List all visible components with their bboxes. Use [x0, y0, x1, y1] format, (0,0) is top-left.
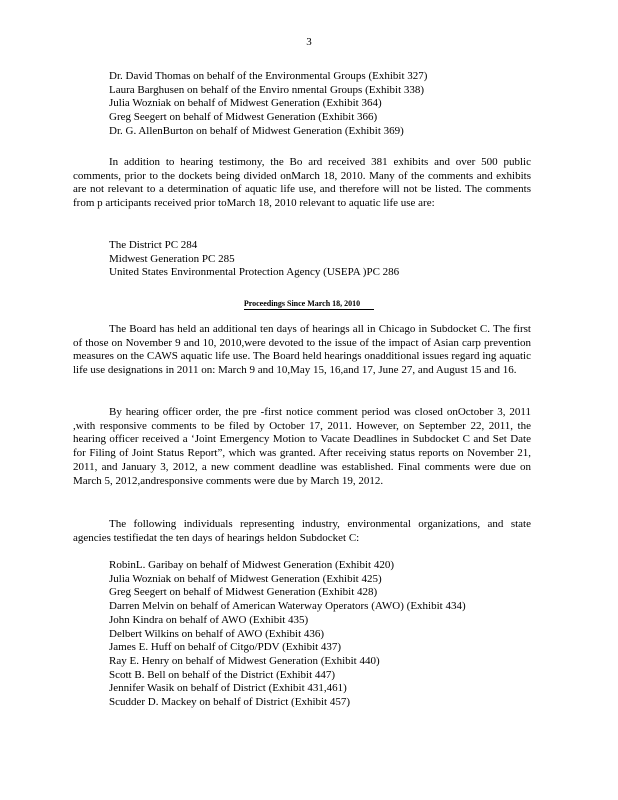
- section-heading: [0, 297, 618, 311]
- list-item: The District PC 284: [109, 239, 198, 251]
- list-item: Scott B. Bell on behalf of the District (Exhibit 447): [109, 668, 336, 681]
- list-item: Laura Barghusen on behalf of the Enviro nmental Groups (Exhibit 338): [109, 83, 425, 96]
- paragraph-following: [73, 518, 531, 545]
- witness-list-top: [73, 70, 531, 139]
- public-comment-list: [73, 239, 531, 280]
- list-item: Dr. David Thomas on behalf of the Environmental Groups (Exhibit 327): [109, 70, 428, 82]
- list-item: Jennifer Wasik on behalf of District (Exhibit 431,461): [109, 682, 347, 695]
- list-item: United States Environmental Protection Agency (USEPA )PC 286: [109, 266, 400, 279]
- list-item: Darren Melvin on behalf of American Waterway Operators (AWO) (Exhibit 434): [109, 600, 466, 613]
- paragraph-hearing-order: [73, 406, 531, 488]
- list-item: Greg Seegert on behalf of Midwest Generation (Exhibit 428): [109, 586, 378, 599]
- list-item: RobinL. Garibay on behalf of Midwest Generation (Exhibit 420): [109, 559, 395, 571]
- paragraph-text: The following individuals representing industry, environmental organizations, and state agencies testifiedat the ten days of hearings heldon Subdocket C:: [73, 518, 531, 544]
- witness-list-bottom: [73, 559, 531, 710]
- list-item: Midwest Generation PC 285: [109, 252, 235, 265]
- list-item: John Kindra on behalf of AWO (Exhibit 435): [109, 613, 309, 626]
- page-number: 3: [306, 36, 312, 48]
- paragraph-text: By hearing officer order, the pre -first notice comment period was closed onOctober 3, 2011 ,with responsive comments to be filed by October 17, 2011. However, on September 22, 2011, the hearing officer received a ‘Joint Emergency Motion to Vacate Deadlines in Subdocket C and Set Date for Filing of Joint Status Report”, which was granted. After receiving status reports on November 21, 2011, and January 3, 2012, a new comment deadline was established. Final comments were due on March 5, 2012,andresponsive comments were due by March 19, 2012.: [73, 406, 531, 487]
- list-item: Delbert Wilkins on behalf of AWO (Exhibit 436): [109, 627, 325, 640]
- list-item: Scudder D. Mackey on behalf of District (Exhibit 457): [109, 696, 351, 709]
- paragraph-text: In addition to hearing testimony, the Bo ard received 381 exhibits and over 500 public comments, prior to the dockets being divided onMarch 18, 2010. Many of the comments and exhibits are not relevant to a determination of aquatic life use, and therefore will not be listed. The comments from p articipants received prior toMarch 18, 2010 relevant to aquatic life use are:: [73, 156, 531, 210]
- list-item: Julia Wozniak on behalf of Midwest Generation (Exhibit 364): [109, 97, 382, 110]
- paragraph-testimony: [73, 156, 531, 211]
- list-item: Julia Wozniak on behalf of Midwest Generation (Exhibit 425): [109, 572, 382, 585]
- paragraph-text: The Board has held an additional ten days of hearings all in Chicago in Subdocket C. The first of those on November 9 and 10, 2010,were devoted to the issue of the impact of Asian carp prevention measures on the CAWS aquatic life use. The Board held hearings onadditional issues regard ing aquatic life use designations in 2011 on: March 9 and 10,May 15, 16,and 17, June 27, and August 15 and 16.: [73, 323, 531, 377]
- list-item: James E. Huff on behalf of Citgo/PDV (Exhibit 437): [109, 641, 342, 654]
- list-item: Ray E. Henry on behalf of Midwest Generation (Exhibit 440): [109, 654, 380, 667]
- paragraph-hearings: [73, 323, 531, 378]
- list-item: Greg Seegert on behalf of Midwest Generation (Exhibit 366): [109, 111, 378, 124]
- section-heading-text: Proceedings Since March 18, 2010: [244, 299, 374, 310]
- list-item: Dr. G. AllenBurton on behalf of Midwest Generation (Exhibit 369): [109, 124, 404, 137]
